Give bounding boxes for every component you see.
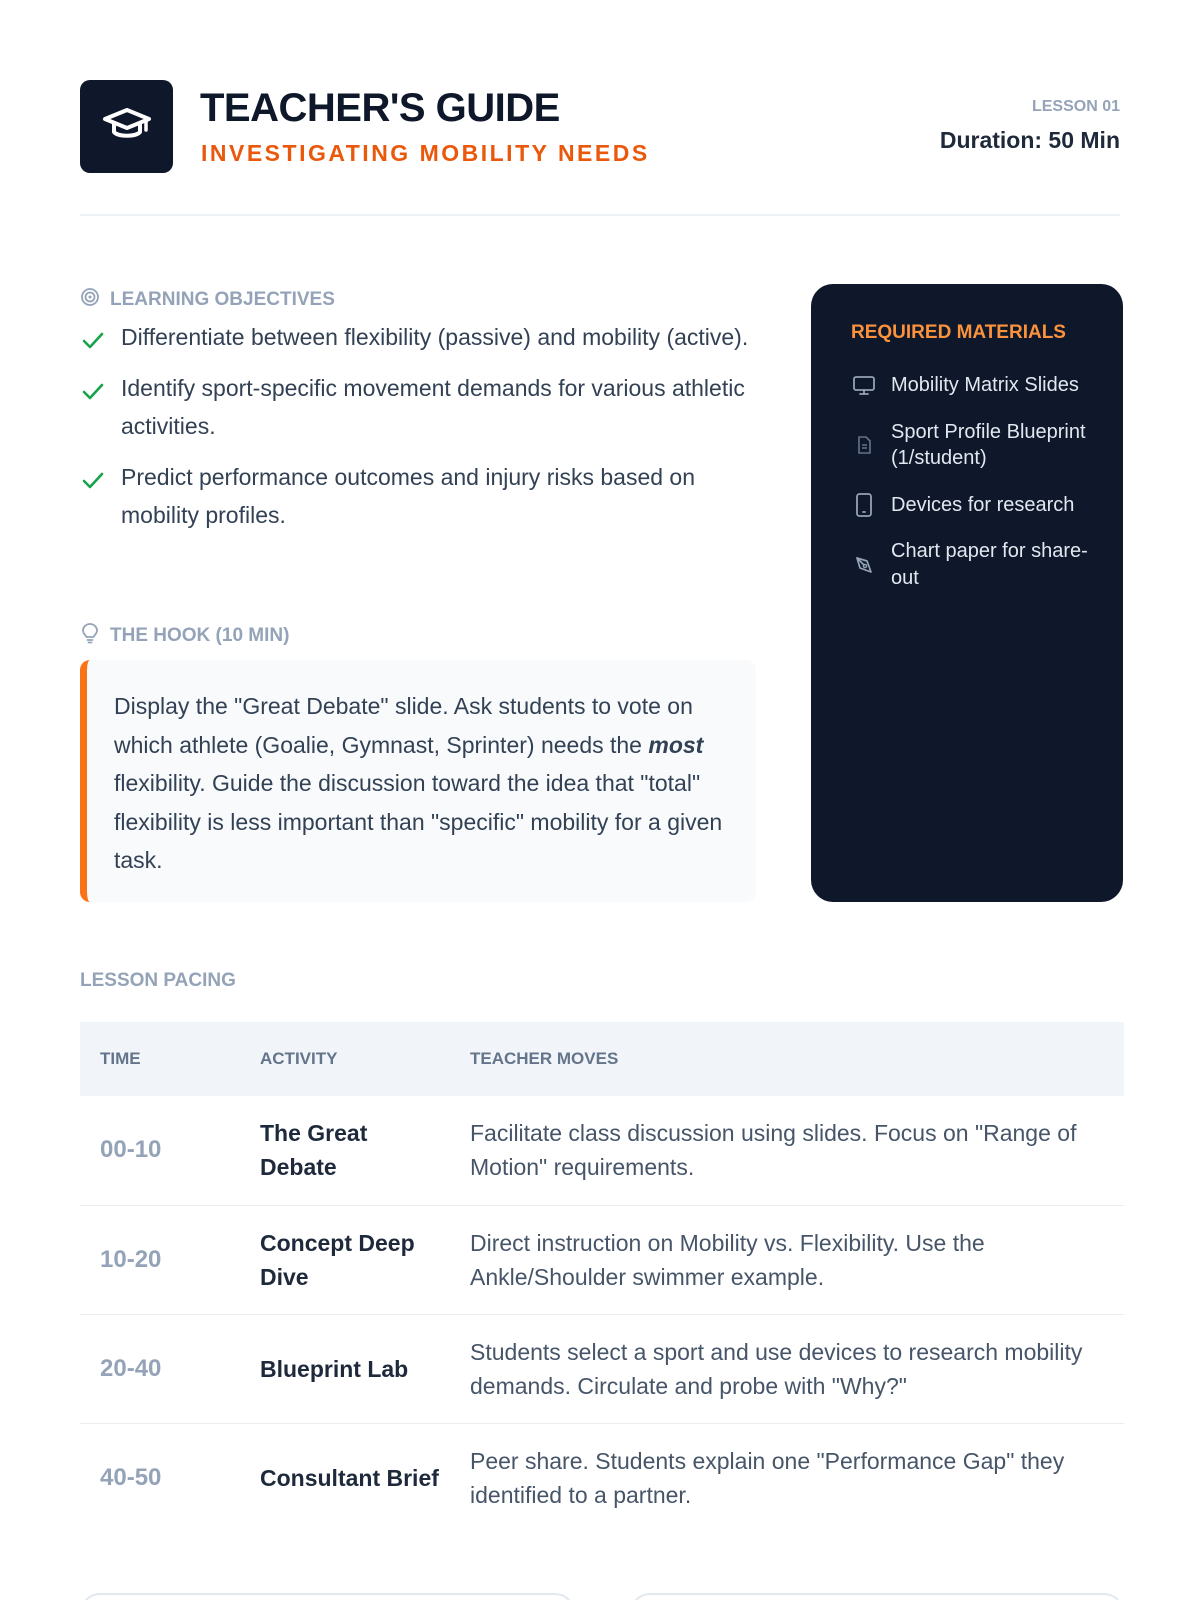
check-icon [82,375,104,413]
document-icon [851,435,877,455]
column-header-teacher-moves: TEACHER MOVES [470,1049,619,1068]
pacing-heading: LESSON PACING [80,970,236,991]
logo [80,80,173,173]
table-row [80,1423,1124,1532]
tablet-icon [851,492,877,518]
row-teacher-moves: Students select a sport and use devices to research mobility demands. Circulate and probe with "Why?" [470,1338,1083,1399]
hook-text-emphasis: most [648,731,704,758]
objective-text: Predict performance outcomes and injury risks based on mobility profiles. [121,464,696,528]
hook-text-before: Display the "Great Debate" slide. Ask students to vote on which athlete (Goalie, Gymnast, Sprinter) needs the [114,693,693,758]
objective-item [80,318,760,356]
check-icon [82,464,104,502]
row-teacher-moves: Direct instruction on Mobility vs. Flexibility. Use the Ankle/Shoulder swimmer example. [470,1229,985,1290]
materials-title: REQUIRED MATERIALS [851,322,1066,343]
target-icon [80,287,100,313]
hook-callout [80,660,756,902]
materials-panel [811,284,1123,902]
objectives-label: LEARNING OBJECTIVES [110,289,335,310]
materials-list [851,372,1123,591]
row-teacher-moves: Peer share. Students explain one "Performance Gap" they identified to a partner. [470,1447,1065,1508]
table-row [80,1205,1124,1314]
objective-text: Identify sport-specific movement demands for various athletic activities. [121,375,745,439]
hook-text-after: flexibility. Guide the discussion toward the idea that "total" flexibility is less important than "specific" mobility for a given task. [114,770,723,873]
bottom-card [630,1593,1124,1600]
pen-icon [851,554,877,576]
material-item [851,372,1091,399]
row-time: 10-20 [100,1245,162,1273]
material-item [851,538,1091,591]
material-label: Mobility Matrix Slides [891,374,1079,396]
column-header-activity: ACTIVITY [260,1049,338,1068]
row-time: 40-50 [100,1463,162,1491]
table-header-row [80,1022,1124,1096]
material-item [851,419,1091,472]
lightbulb-icon [80,622,100,650]
hook-label: THE HOOK (10 MIN) [110,625,290,646]
lesson-number: LESSON 01 [1031,98,1120,115]
check-icon [82,324,104,362]
table-row [80,1096,1124,1205]
material-label: Chart paper for share-out [891,540,1088,589]
material-label: Sport Profile Blueprint (1/student) [891,420,1086,469]
row-time: 00-10 [100,1136,162,1164]
page-title: TEACHER'S GUIDE [200,86,560,130]
objective-item [80,369,760,445]
row-activity: Blueprint Lab [260,1355,409,1382]
objective-item [80,458,760,534]
row-activity: Consultant Brief [260,1464,439,1491]
lesson-duration: Duration: 50 Min [939,127,1120,153]
objective-text: Differentiate between flexibility (passive) and mobility (active). [121,324,749,350]
objectives-list [80,318,760,547]
hook-heading [80,622,289,650]
row-time: 20-40 [100,1354,162,1382]
pacing-table [80,1022,1124,1532]
table-row [80,1314,1124,1423]
graduation-cap-icon [102,104,152,149]
column-header-time: TIME [100,1049,141,1068]
page-header [80,80,1120,216]
monitor-icon [851,374,877,396]
bottom-card [80,1593,575,1600]
page-subtitle: INVESTIGATING MOBILITY NEEDS [201,140,650,166]
material-label: Devices for research [891,493,1075,516]
row-activity: The Great Debate [260,1120,368,1181]
row-activity: Concept Deep Dive [260,1229,415,1290]
material-item [851,492,1091,519]
objectives-heading [80,287,335,313]
row-teacher-moves: Facilitate class discussion using slides. Focus on "Range of Motion" requirements. [470,1120,1077,1181]
